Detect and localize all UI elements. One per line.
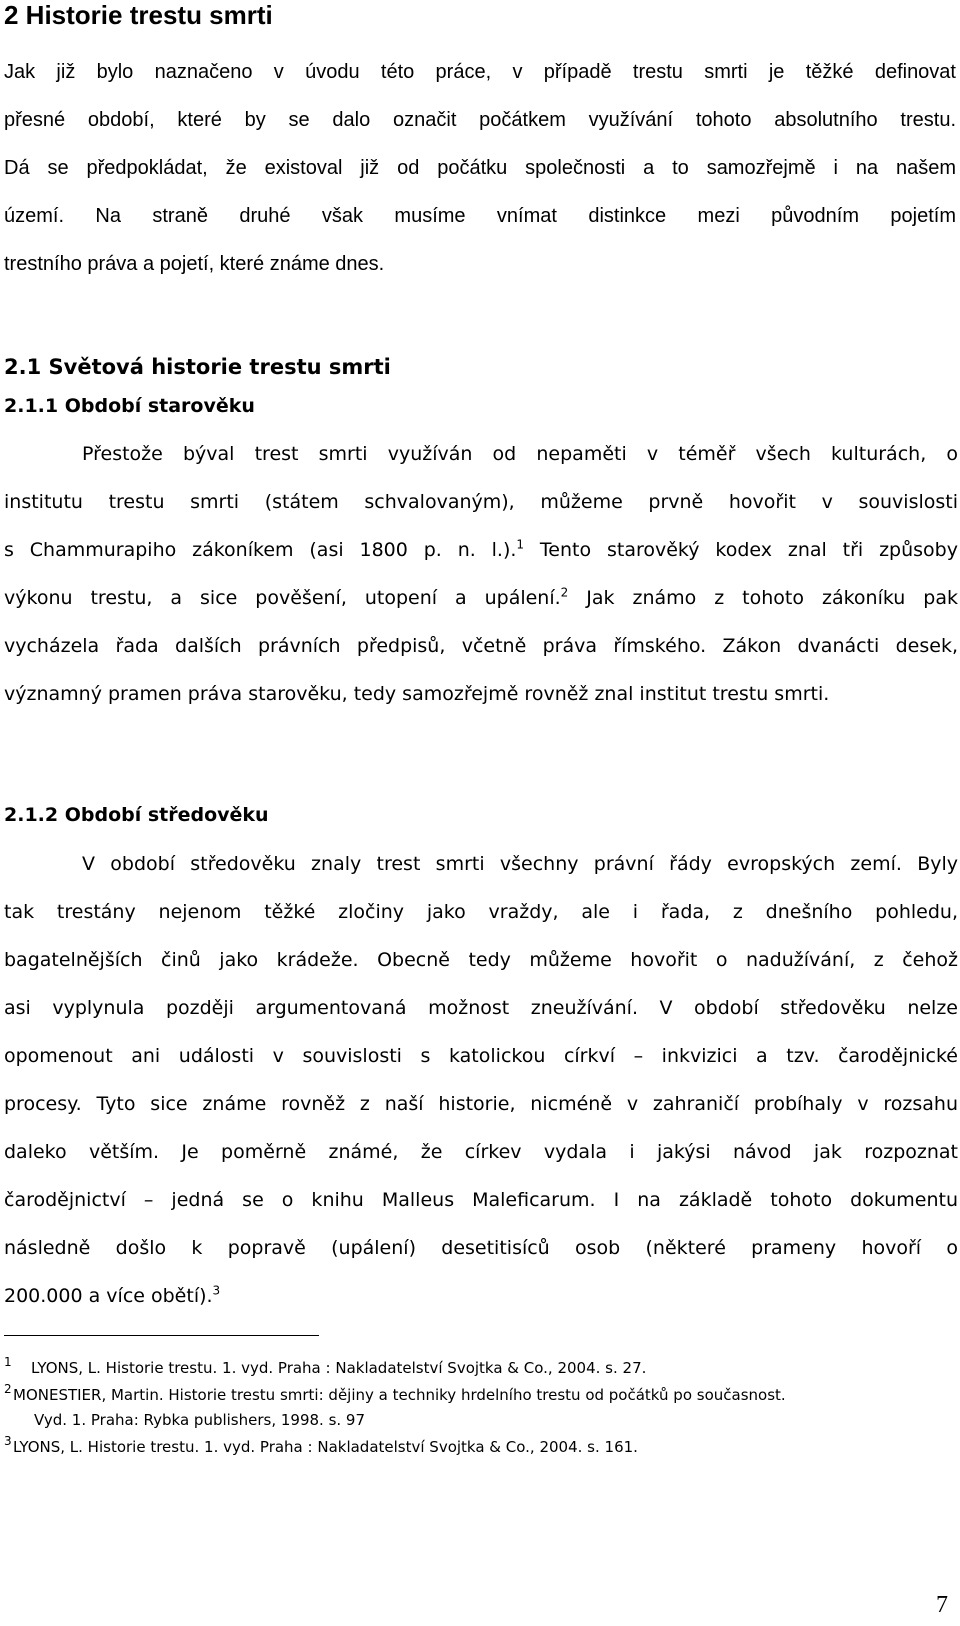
paragraph-line: opomenout ani události v souvislosti s katolickou církví – inkvizici a tzv. čarodějnické	[4, 1045, 958, 1067]
footnote-text: LYONS, L. Historie trestu. 1. vyd. Praha : Nakladatelství Svojtka & Co., 2004. s. 161.	[13, 1438, 638, 1456]
subsection-heading-antiquity: 2.1.1 Období starověku	[4, 395, 255, 417]
chapter-heading: 2 Historie trestu smrti	[4, 0, 273, 30]
paragraph-line: procesy. Tyto sice známe rovněž z naší historie, nicméně v zahraničí probíhaly v rozsahu	[4, 1093, 958, 1115]
paragraph-line: čarodějnictví – jedná se o knihu Malleus Maleficarum. I na základě tohoto dokumentu	[4, 1189, 958, 1211]
paragraph-line	[4, 526, 958, 574]
intro-line: Dá se předpokládat, že existoval již od počátku společnosti a to samozřejmě i na našem	[4, 157, 956, 179]
footnote-number: 1	[4, 1355, 12, 1369]
page-number: 7	[936, 1592, 948, 1618]
intro-line: přesné období, které by se dalo označit počátkem využívání tohoto absolutního trestu.	[4, 109, 956, 131]
footnote-ref-1[interactable]: 1	[516, 537, 525, 552]
paragraph-line: vycházela řada dalších právních předpisů, včetně práva římského. Zákon dvanácti desek,	[4, 635, 958, 657]
footnote-number: 2	[4, 1382, 12, 1396]
antiquity-paragraph	[4, 430, 958, 718]
section-heading: 2.1 Světová historie trestu smrti	[4, 355, 391, 379]
intro-paragraph	[4, 48, 956, 288]
intro-line: trestního práva a pojetí, které známe dnes.	[4, 253, 385, 275]
footnote-number: 3	[4, 1434, 12, 1448]
paragraph-line	[4, 1272, 958, 1320]
subsection-heading-middle-ages: 2.1.2 Období středověku	[4, 804, 269, 826]
footnote-ref-3[interactable]: 3	[212, 1283, 221, 1298]
paragraph-line: asi vyplynula později argumentovaná možnost zneužívání. V období středověku nelze	[4, 997, 958, 1019]
line-text: 200.000 a více obětí).	[4, 1285, 213, 1307]
line-text: s Chammurapiho zákoníkem (asi 1800 p. n. l.).	[4, 539, 517, 561]
footnote-separator	[4, 1335, 319, 1336]
line-text: Tento starověký kodex znal tři způsoby	[524, 539, 958, 561]
paragraph-line: významný pramen práva starověku, tedy samozřejmě rovněž znal institut trestu smrti.	[4, 683, 830, 705]
intro-line: Jak již bylo naznačeno v úvodu této práce, v případě trestu smrti je těžké definovat	[4, 61, 956, 83]
footnote-text: LYONS, L. Historie trestu. 1. vyd. Praha : Nakladatelství Svojtka & Co., 2004. s. 27.	[31, 1359, 647, 1377]
paragraph-line: následně došlo k popravě (upálení) desetitisíců osob (některé prameny hovoří o	[4, 1237, 958, 1259]
middle-ages-paragraph	[4, 840, 958, 1320]
paragraph-line	[4, 574, 958, 622]
line-text: výkonu trestu, a sice pověšení, utopení a upálení.	[4, 587, 561, 609]
paragraph-line: V období středověku znaly trest smrti všechny právní řády evropských zemí. Byly	[82, 853, 958, 875]
intro-line: území. Na straně druhé však musíme vnímat distinkce mezi původním pojetím	[4, 205, 956, 227]
paragraph-line: Přestože býval trest smrti využíván od nepaměti v téměř všech kulturách, o	[82, 443, 958, 465]
paragraph-line: bagatelnějších činů jako krádeže. Obecně tedy můžeme hovořit o nadužívání, z čehož	[4, 949, 958, 971]
footnote-text: MONESTIER, Martin. Historie trestu smrti: dějiny a techniky hrdelního trestu od počátků po současnost.	[13, 1386, 786, 1404]
paragraph-line: institutu trestu smrti (státem schvalovaným), můžeme prvně hovořit v souvislosti	[4, 491, 958, 513]
footnote-ref-2[interactable]: 2	[560, 585, 569, 600]
line-text: Jak známo z tohoto zákoníku pak	[568, 587, 958, 609]
footnote-text: Vyd. 1. Praha: Rybka publishers, 1998. s. 97	[34, 1411, 366, 1429]
paragraph-line: daleko větším. Je poměrně známé, že církev vydala i jakýsi návod jak rozpoznat	[4, 1141, 958, 1163]
paragraph-line: tak trestány nejenom těžké zločiny jako vraždy, ale i řada, z dnešního pohledu,	[4, 901, 958, 923]
